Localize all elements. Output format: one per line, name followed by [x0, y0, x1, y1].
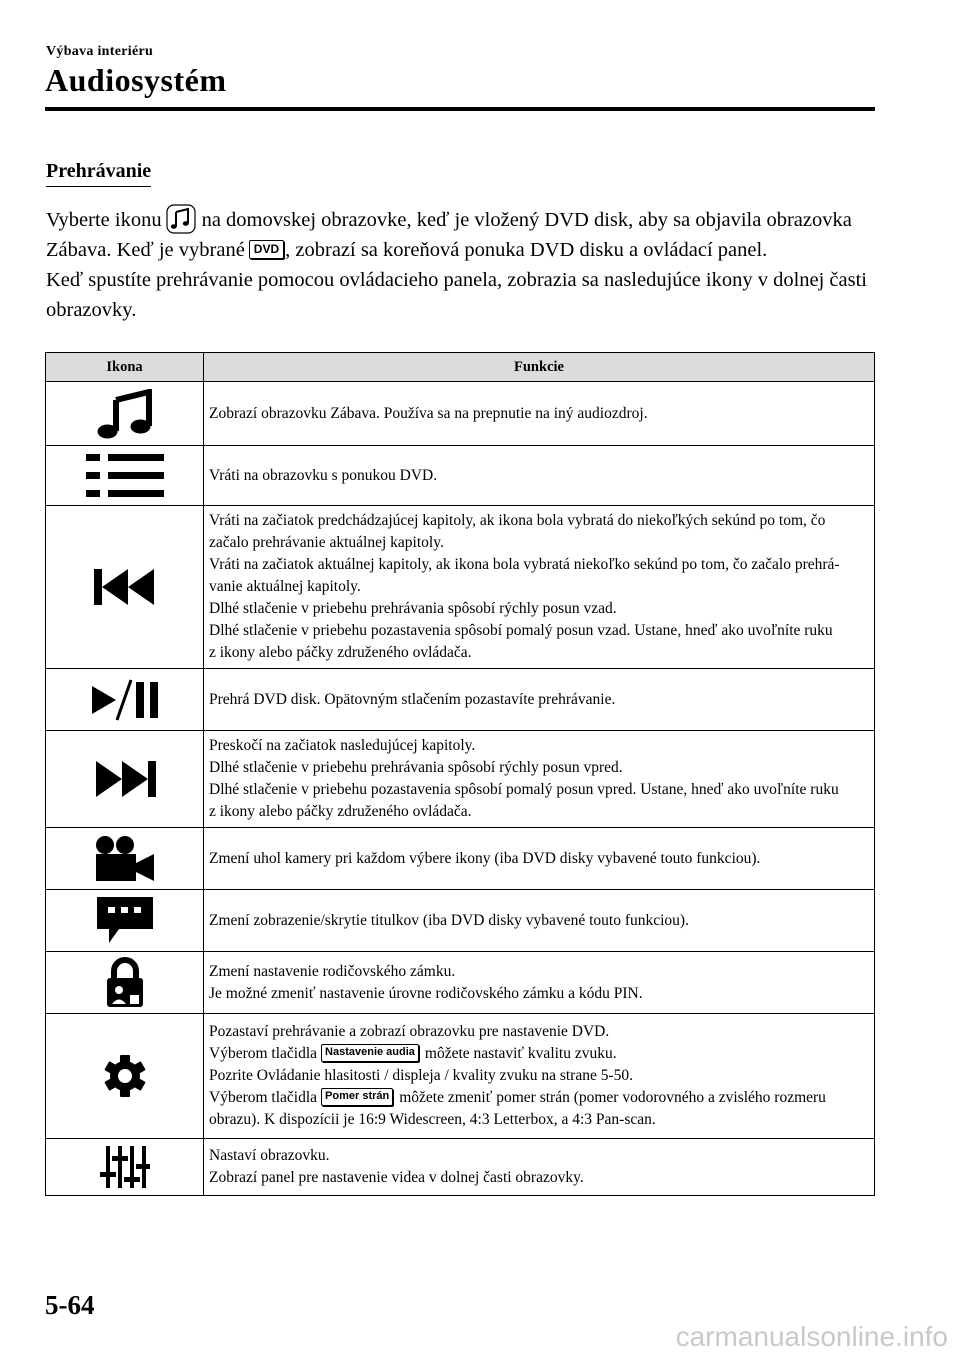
- description-line: Vráti na obrazovku s ponukou DVD.: [209, 466, 438, 484]
- description-line: Dlhé stlačenie v priebehu pozastavenia spôsobí pomalý posun vzad. Ustane, hneď ako uvoľníte ruku: [209, 622, 833, 639]
- intro-text-part: , zobrazí sa koreňová ponuka DVD disku a ovládací panel.: [285, 239, 768, 261]
- icon-cell: [46, 952, 204, 1014]
- description-line: Zmení uhol kamery pri každom výbere ikony (iba DVD disky vybavené touto funkciou).: [209, 849, 761, 867]
- table-row: [46, 669, 875, 731]
- description-line: začalo prehrávanie aktuálnej kapitoly.: [209, 534, 444, 551]
- header-divider: [45, 107, 875, 111]
- function-description: [204, 506, 875, 669]
- intro-paragraph-2: Keď spustíte prehrávanie pomocou ovládacieho panela, zobrazia sa nasledujúce ikony v dolnej časti obrazovky.: [46, 269, 868, 321]
- description-line: Dlhé stlačenie v priebehu pozastavenia spôsobí pomalý posun vpred. Ustane, hneď ako uvoľníte ruku: [209, 781, 839, 798]
- intro-text-part: Vyberte ikonu: [46, 209, 162, 231]
- gear-icon: [103, 1054, 147, 1098]
- page-number: 5-64: [45, 1290, 95, 1320]
- description-line: vanie aktuálnej kapitoly.: [209, 578, 361, 595]
- section-label: Výbava interiéru: [46, 44, 154, 59]
- parental-lock-icon: [105, 957, 145, 1009]
- function-description: [204, 952, 875, 1014]
- table-row: [46, 952, 875, 1014]
- music-note-icon: [94, 389, 156, 439]
- table-header-row: [46, 353, 875, 382]
- description-line: obrazu). K dispozícii je 16:9 Widescreen, 4:3 Letterbox, a 4:3 Pan-scan.: [209, 1111, 656, 1128]
- table-row: [46, 446, 875, 506]
- column-header-icon: Ikona: [46, 353, 204, 382]
- description-line: Pozastaví prehrávanie a zobrazí obrazovku pre nastavenie DVD.: [209, 1023, 610, 1040]
- section-heading: Prehrávanie: [46, 160, 151, 187]
- description-line: Preskočí na začiatok nasledujúcej kapitoly.: [209, 737, 476, 754]
- intro-text-part: na domovskej obrazovke, keď je vložený DVD disk, aby sa objavila obrazovka Zábava. Keď je vybrané: [46, 209, 852, 261]
- description-line: Nastaví obrazovku.: [209, 1147, 330, 1164]
- table-row: [46, 890, 875, 952]
- aspect-ratio-button-badge: Pomer strán: [321, 1088, 393, 1106]
- video-adjust-sliders-icon: [99, 1144, 151, 1190]
- play-pause-icon: [89, 678, 161, 722]
- function-description: [204, 446, 875, 506]
- intro-text: [46, 204, 886, 325]
- description-line: Zobrazí panel pre nastavenie videa v dolnej časti obrazovky.: [209, 1169, 584, 1186]
- icon-function-table: [45, 352, 875, 1196]
- description-text: Výberom tlačidla: [209, 1045, 318, 1062]
- description-line: Je možné zmeniť nastavenie úrovne rodičovského zámku a kódu PIN.: [209, 984, 643, 1002]
- description-line: Pozrite Ovládanie hlasitosti / displeja / kvality zvuku na strane 5-50.: [209, 1067, 634, 1084]
- function-description: [204, 1014, 875, 1139]
- intro-paragraph-1: [46, 204, 886, 265]
- function-description: [204, 382, 875, 446]
- description-text: môžete nastaviť kvalitu zvuku.: [424, 1045, 617, 1062]
- column-header-function: Funkcie: [204, 353, 875, 382]
- function-description: [204, 828, 875, 890]
- icon-cell: [46, 669, 204, 731]
- video-camera-icon: [94, 835, 156, 883]
- description-line: Dlhé stlačenie v priebehu prehrávania spôsobí rýchly posun vpred.: [209, 759, 623, 776]
- description-line: z ikony alebo páčky združeného ovládača.: [209, 803, 472, 820]
- table-row: [46, 506, 875, 669]
- description-text: môžete zmeniť pomer strán (pomer vodorovného a zvislého rozmeru: [399, 1089, 826, 1106]
- icon-cell: [46, 1139, 204, 1196]
- table-row: [46, 731, 875, 828]
- function-description: [204, 890, 875, 952]
- icon-cell: [46, 446, 204, 506]
- dvd-button-badge: DVD: [249, 240, 284, 259]
- watermark: carmanualsonline.info: [675, 1321, 948, 1352]
- subtitle-bubble-icon: [95, 895, 155, 947]
- description-text: Výberom tlačidla: [209, 1089, 318, 1106]
- previous-track-icon: [92, 567, 158, 607]
- description-line: Zmení zobrazenie/skrytie titulkov (iba DVD disky vybavené touto funkciou).: [209, 911, 689, 929]
- table-row: [46, 382, 875, 446]
- music-note-icon: [166, 204, 196, 234]
- description-line: [209, 1043, 870, 1065]
- description-line: Dlhé stlačenie v priebehu prehrávania spôsobí rýchly posun vzad.: [209, 600, 617, 617]
- page-title: Audiosystém: [45, 62, 227, 98]
- description-line: Vráti na začiatok predchádzajúcej kapitoly, ak ikona bola vybratá do niekoľkých sekúnd po tom, čo: [209, 512, 826, 529]
- icon-cell: [46, 506, 204, 669]
- icon-cell: [46, 828, 204, 890]
- function-description: [204, 669, 875, 731]
- description-line: Zobrazí obrazovku Zábava. Používa sa na prepnutie na iný audiozdroj.: [209, 404, 648, 422]
- icon-cell: [46, 731, 204, 828]
- description-line: Zmení nastavenie rodičovského zámku.: [209, 962, 456, 980]
- table-row: [46, 828, 875, 890]
- icon-cell: [46, 890, 204, 952]
- audio-settings-button-badge: Nastavenie audia: [321, 1044, 419, 1062]
- description-line: [209, 1087, 870, 1109]
- table-row: [46, 1014, 875, 1139]
- function-description: [204, 731, 875, 828]
- table-row: [46, 1139, 875, 1196]
- description-line: z ikony alebo páčky združeného ovládača.: [209, 644, 472, 661]
- icon-cell: [46, 1014, 204, 1139]
- menu-list-icon: [84, 452, 166, 500]
- icon-cell: [46, 382, 204, 446]
- next-track-icon: [92, 759, 158, 799]
- function-description: [204, 1139, 875, 1196]
- description-line: Vráti na začiatok aktuálnej kapitoly, ak ikona bola vybratá niekoľko sekúnd po tom, čo začalo prehrá-: [209, 556, 840, 573]
- description-line: Prehrá DVD disk. Opätovným stlačením pozastavíte prehrávanie.: [209, 690, 616, 708]
